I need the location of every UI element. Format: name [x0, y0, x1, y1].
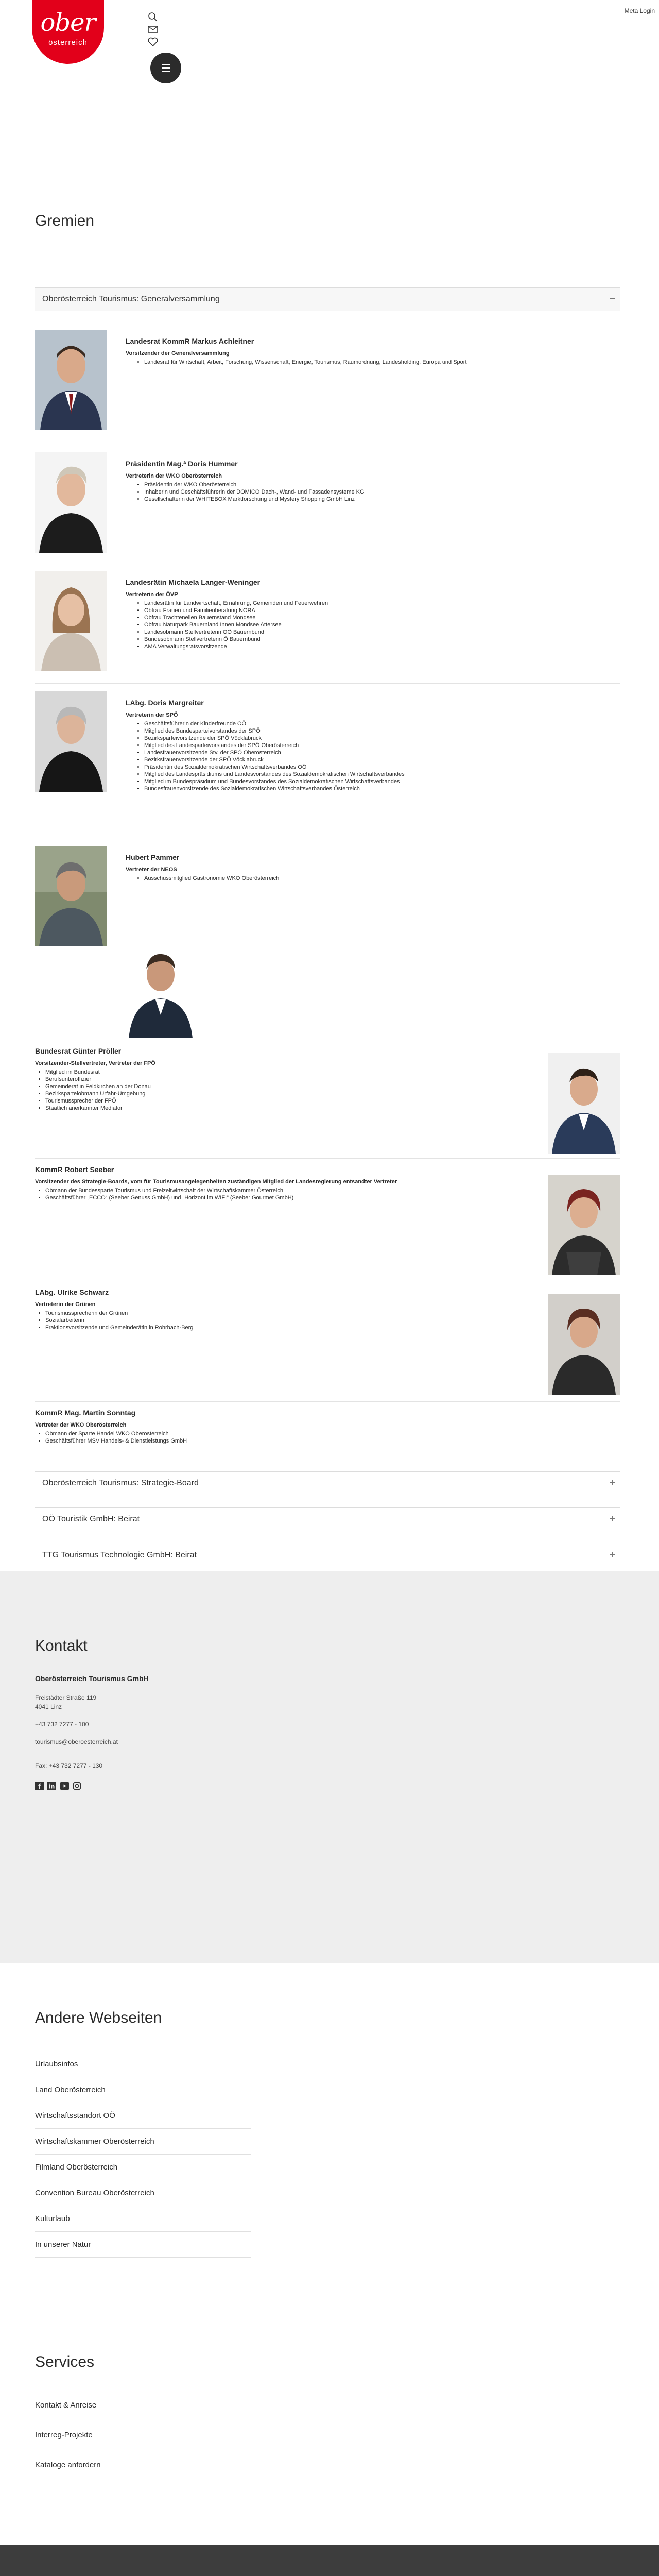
service-link[interactable]: Interreg-Projekte: [35, 2420, 251, 2450]
portrait-photo: [548, 1175, 620, 1278]
other-website-link[interactable]: Filmland Oberösterreich: [35, 2155, 251, 2180]
member-detail: • Tourismussprecherin der Grünen: [45, 1310, 519, 1317]
member-detail: • Berufsunteroffizier: [45, 1076, 519, 1083]
other-website-link[interactable]: Wirtschaftsstandort OÖ: [35, 2103, 251, 2129]
menu-line: [162, 67, 170, 69]
member-detail: • Mitglied des Landespräsidiums und Landesvorstandes des Sozialdemokratischen Wirtschaftsverbandes: [144, 771, 610, 778]
services-list: [35, 2391, 251, 2480]
linkedin-icon[interactable]: [47, 1782, 56, 1790]
contact-city: 4041 Linz: [35, 1703, 62, 1710]
contact-fax: Fax: +43 732 7277 - 130: [35, 1762, 103, 1769]
member-detail: • Mitglied im Bundesrat: [45, 1069, 519, 1076]
plus-icon: +: [609, 1512, 616, 1525]
member-role: Vorsitzender des Strategie-Boards, vom für Tourismusangelegenheiten zuständigen Mitglied der Landesregierung entsandter Vertreter: [35, 1179, 397, 1185]
service-link[interactable]: Kataloge anfordern: [35, 2450, 251, 2480]
menu-line: [162, 64, 170, 65]
member-role: Vorsitzender-Stellvertreter, Vertreter der FPÖ: [35, 1060, 155, 1066]
divider: [35, 1158, 620, 1159]
search-icon[interactable]: [147, 11, 159, 23]
member-detail: • Fraktionsvorsitzende und Gemeinderätin in Rohrbach-Berg: [45, 1324, 519, 1331]
member-details: [35, 1310, 519, 1331]
member-name: KommR Robert Seeber: [35, 1165, 114, 1174]
youtube-icon[interactable]: [60, 1782, 69, 1790]
other-website-link[interactable]: In unserer Natur: [35, 2232, 251, 2258]
member-detail: • Landesrätin für Landwirtschaft, Ernährung, Gemeinden und Feuerwehren: [144, 600, 610, 607]
heart-icon[interactable]: [147, 36, 159, 47]
accordion-generalversammlung[interactable]: [35, 287, 620, 311]
member-detail: • Obmann der Bundessparte Tourismus und Freizeitwirtschaft der Wirtschaftskammer Österreich: [45, 1187, 519, 1194]
member-name: KommR Mag. Martin Sonntag: [35, 1409, 136, 1417]
member-name: Landesrat KommR Markus Achleitner: [126, 337, 254, 345]
services-title: Services: [35, 2353, 95, 2370]
contact-email[interactable]: tourismus@oberoesterreich.at: [35, 1738, 118, 1745]
footer: [0, 2545, 659, 2576]
facebook-icon[interactable]: [35, 1782, 44, 1790]
member-name: LAbg. Doris Margreiter: [126, 699, 204, 707]
accordion-ooe-touristik-beirat[interactable]: [35, 1507, 620, 1531]
member-detail: • Geschäftsführerin der Kinderfreunde OÖ: [144, 720, 610, 727]
portrait-photo: [35, 571, 107, 674]
member-name: Landesrätin Michaela Langer-Weninger: [126, 578, 261, 586]
member-detail: • Mitglied des Landesparteivorstandes der SPÖ Oberösterreich: [144, 742, 610, 749]
site-logo[interactable]: [32, 0, 104, 64]
other-websites-list: [35, 2052, 251, 2258]
contact-phone[interactable]: +43 732 7277 - 100: [35, 1721, 89, 1728]
member-detail: • Bezirksparteivorsitzende der SPÖ Vöcklabruck: [144, 735, 610, 742]
header-icons: [147, 11, 159, 48]
portrait-photo: [548, 1294, 620, 1397]
accordion-label: Oberösterreich Tourismus: Strategie-Board: [42, 1479, 199, 1487]
member-detail: • Landesfrauenvorsitzende Stv. der SPÖ Oberösterreich: [144, 749, 610, 756]
member-detail: • AMA Verwaltungsratsvorsitzende: [144, 643, 610, 650]
accordion-strategie-board[interactable]: [35, 1471, 620, 1495]
portrait-photo: [35, 452, 107, 555]
logo-main-text: ober: [40, 8, 96, 37]
portrait-photo: [35, 330, 107, 433]
menu-line: [162, 71, 170, 72]
other-website-link[interactable]: Urlaubsinfos: [35, 2052, 251, 2077]
contact-section: [0, 1571, 659, 1963]
member-detail: • Bundesfrauenvorsitzende des Sozialdemokratischen Wirtschaftsverbandes Österreich: [144, 785, 610, 792]
social-links: [35, 1782, 83, 1793]
member-detail: • Obmann der Sparte Handel WKO Oberösterreich: [45, 1430, 519, 1437]
portrait-photo: [35, 846, 107, 949]
accordion-label: OÖ Touristik GmbH: Beirat: [42, 1515, 140, 1523]
plus-icon: +: [609, 1476, 616, 1489]
member-detail: • Sozialarbeiterin: [45, 1317, 519, 1324]
portrait-photo: [35, 691, 107, 794]
other-website-link[interactable]: Kulturlaub: [35, 2206, 251, 2232]
member-name: Präsidentin Mag.ª Doris Hummer: [126, 460, 238, 468]
other-website-link[interactable]: Convention Bureau Oberösterreich: [35, 2180, 251, 2206]
member-detail: • Inhaberin und Geschäftsführerin der DOMICO Dach-, Wand- und Fassadensysteme KG: [144, 488, 610, 496]
contact-street: Freistädter Straße 119: [35, 1694, 97, 1701]
member-detail: • Bezirksfrauenvorsitzende der SPÖ Vöcklabruck: [144, 756, 610, 764]
member-detail: • Gesellschafterin der WHITEBOX Marktforschung und Mystery Shopping GmbH Linz: [144, 496, 610, 503]
portrait-photo: [548, 1053, 620, 1156]
member-detail: • Tourismussprecher der FPÖ: [45, 1097, 519, 1105]
member-name: Hubert Pammer: [126, 853, 180, 861]
member-detail: • Staatlich anerkannter Mediator: [45, 1105, 519, 1112]
accordion-ttg-beirat[interactable]: [35, 1544, 620, 1567]
member-role: Vertreterin der Grünen: [35, 1301, 96, 1308]
other-websites-title: Andere Webseiten: [35, 2009, 162, 2026]
member-name: LAbg. Ulrike Schwarz: [35, 1288, 109, 1296]
other-website-link[interactable]: Wirtschaftskammer Oberösterreich: [35, 2129, 251, 2155]
other-website-link[interactable]: Land Oberösterreich: [35, 2077, 251, 2103]
member-role: Vorsitzender der Generalversammlung: [126, 350, 230, 357]
member-details: [126, 600, 610, 650]
top-bar: [0, 0, 659, 46]
menu-button[interactable]: [150, 53, 181, 83]
member-detail: • Obfrau Frauen und Familienberatung NORA: [144, 607, 610, 614]
member-details: [35, 1069, 519, 1112]
service-link[interactable]: Kontakt & Anreise: [35, 2391, 251, 2420]
member-role: Vertreterin der WKO Oberösterreich: [126, 473, 222, 479]
member-role: Vertreter der NEOS: [126, 867, 177, 873]
member-detail: • Obfrau Trachtenellen Bauernstand Mondsee: [144, 614, 610, 621]
logo-sub-text: österreich: [48, 38, 88, 47]
member-detail: • Mitglied im Bundespräsidium und Bundesvorstandes des Sozialdemokratischen Wirtschaftsverbandes: [144, 778, 610, 785]
member-role: Vertreterin der ÖVP: [126, 591, 178, 598]
divider: [35, 1401, 620, 1402]
instagram-icon[interactable]: [73, 1782, 81, 1790]
gremien-title: Gremien: [35, 212, 95, 229]
divider: [35, 683, 620, 684]
member-detail: • Mitglied des Bundesparteivorstandes der SPÖ: [144, 727, 610, 735]
member-detail: • Landesobmann Stellvertreterin OÖ Bauernbund: [144, 629, 610, 636]
contact-title: Kontakt: [35, 1637, 88, 1654]
accordion-label: TTG Tourismus Technologie GmbH: Beirat: [42, 1551, 197, 1560]
member-detail: • Ausschussmitglied Gastronomie WKO Oberösterreich: [144, 875, 610, 882]
member-details: [35, 1430, 519, 1445]
member-details: [126, 481, 610, 503]
member-role: Vertreterin der SPÖ: [126, 712, 178, 718]
member-detail: • Geschäftsführer „ECCO“ (Seeber Genuss GmbH) und „Horizont im WIFI“ (Seeber Gourmet GmbH): [45, 1194, 519, 1201]
accordion-label: Oberösterreich Tourismus: Generalversammlung: [42, 295, 220, 303]
member-detail: • Landesrat für Wirtschaft, Arbeit, Forschung, Wissenschaft, Energie, Tourismus, Raumordnung, Landesholding, Europa und Sport: [144, 359, 610, 366]
plus-icon: +: [609, 1548, 616, 1561]
mail-icon[interactable]: [147, 24, 159, 35]
member-detail: • Präsidentin des Sozialdemokratischen Wirtschaftsverbandes OÖ: [144, 764, 610, 771]
member-name: Bundesrat Günter Pröller: [35, 1047, 122, 1055]
member-detail: • Bundesobmann Stellvertreterin Ö Bauernbund: [144, 636, 610, 643]
minus-icon: −: [609, 292, 616, 305]
member-details: [35, 1187, 519, 1201]
member-detail: • Geschäftsführer MSV Handels- & Dienstleistungs GmbH: [45, 1437, 519, 1445]
member-details: [126, 720, 610, 792]
member-detail: • Gemeinderat in Feldkirchen an der Donau: [45, 1083, 519, 1090]
portrait-photo: [125, 938, 197, 1038]
member-details: [126, 359, 610, 366]
contact-org: Oberösterreich Tourismus GmbH: [35, 1674, 149, 1683]
member-detail: • Bezirksparteiobmann Urfahr-Umgebung: [45, 1090, 519, 1097]
member-role: Vertreter der WKO Oberösterreich: [35, 1422, 127, 1428]
meta-login-link[interactable]: Meta Login: [624, 7, 655, 14]
member-detail: • Obfrau Naturpark Bauernland Innen Mondsee Attersee: [144, 621, 610, 629]
member-details: [126, 875, 610, 882]
member-detail: • Präsidentin der WKO Oberösterreich: [144, 481, 610, 488]
